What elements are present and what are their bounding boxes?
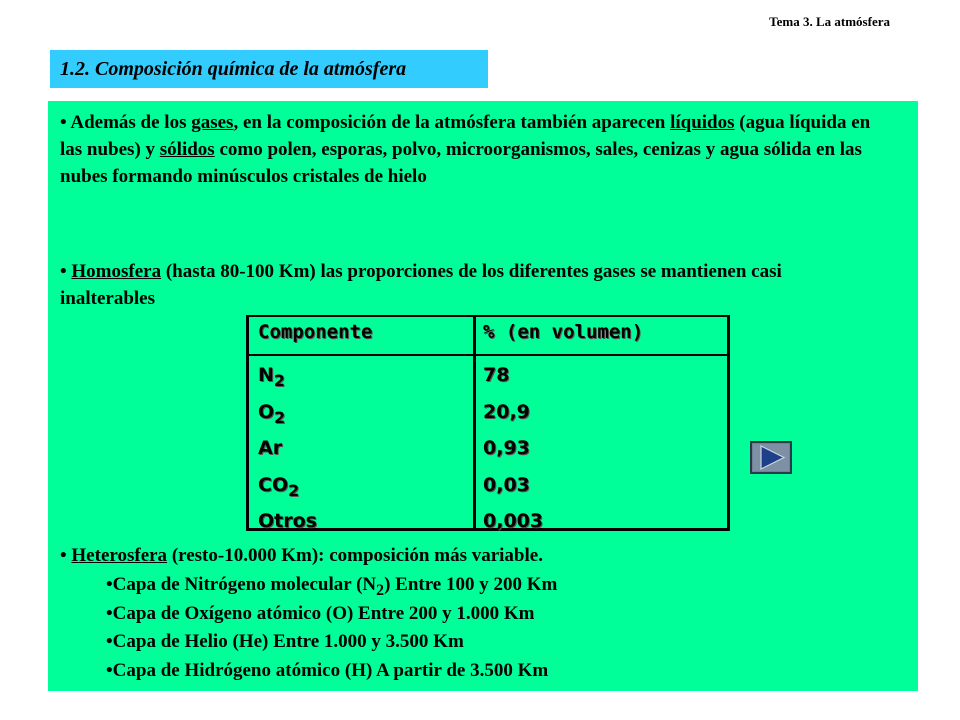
layer-hydrogen: •Capa de Hidrógeno atómico (H) A partir de 3.500 Km <box>106 660 549 681</box>
bullet: • <box>60 261 67 282</box>
term-liquidos: líquidos <box>670 112 735 133</box>
bullet: • <box>60 112 67 133</box>
table-cell-value: 0,003 <box>483 510 544 532</box>
column-divider <box>473 317 476 528</box>
paragraph-text: como polen, esporas, polvo, microorganismos, sales, cenizas y agua sólida en las nubes formando minúsculos cristales de hielo <box>60 139 862 187</box>
next-slide-button[interactable] <box>750 441 792 474</box>
paragraph-text: (hasta 80-100 Km) las proporciones de los diferentes gases se mantienen casi inalterables <box>60 261 782 309</box>
topic-header: Tema 3. La atmósfera <box>769 14 890 29</box>
bullet: • <box>60 545 67 566</box>
play-next-icon <box>752 443 790 472</box>
paragraph-composition <box>60 109 880 190</box>
layer-nitrogen: •Capa de Nitrógeno molecular $(N_2)$ Entre 100 y 200 Km <box>106 574 558 599</box>
table-cell-value: 78 <box>483 364 510 386</box>
term-homosfera: Homosfera <box>71 261 162 282</box>
paragraph-text: , en la composición de la atmósfera también aparecen <box>233 112 671 133</box>
table-cell-component: $CO_2$ <box>258 473 300 500</box>
term-gases: gases <box>191 112 234 133</box>
header-componente: Componente <box>258 321 373 343</box>
section-title: 1.2. Composición química de la atmósfera <box>50 50 488 88</box>
table-cell-component: $O_2$ <box>258 400 286 427</box>
layer-oxygen: •Capa de Oxígeno atómico (O) Entre 200 y 1.000 Km <box>106 603 535 624</box>
paragraph-heterosfera <box>60 542 880 569</box>
table-cell-component: Ar <box>258 437 283 459</box>
paragraph-homosfera <box>60 258 880 312</box>
value-column <box>483 364 543 547</box>
composition-table <box>246 315 730 531</box>
term-solidos: sólidos <box>159 139 215 160</box>
table-cell-value: 0,03 <box>483 473 530 496</box>
paragraph-text: (resto-10.000 Km): composición más variable. <box>167 545 543 566</box>
table-cell-component: $N_2$ <box>258 364 285 390</box>
paragraph-text: Además de los <box>66 112 192 133</box>
table-cell-component: Otros <box>258 510 317 532</box>
component-column <box>258 364 317 547</box>
paragraph-text: (agua líquida en las nubes) y <box>60 112 871 160</box>
table-cell-value: 20,9 <box>483 400 530 423</box>
layer-helium: •Capa de Helio (He) Entre 1.000 y 3.500 Km <box>106 631 464 652</box>
table-cell-value: 0,93 <box>483 437 530 459</box>
header-percent: % (en volumen) <box>483 321 644 343</box>
term-heterosfera: Heterosfera <box>71 545 168 566</box>
